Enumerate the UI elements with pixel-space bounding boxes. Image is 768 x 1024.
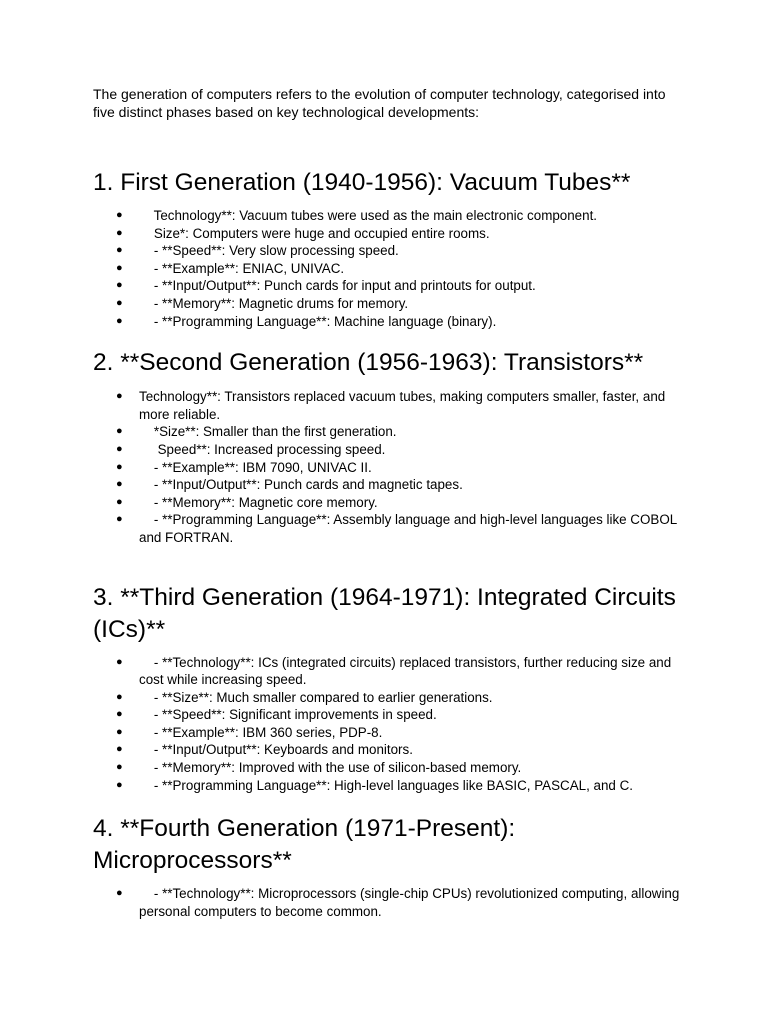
intro-paragraph: The generation of computers refers to the evolution of computer technology, categorised into five distinct phases based on key technological developments:	[93, 86, 666, 120]
bullet-icon: ●	[116, 778, 123, 791]
list-item	[93, 706, 683, 724]
list-item	[93, 885, 683, 920]
bullet-icon: ●	[116, 314, 123, 327]
bullet-icon: ●	[116, 390, 123, 403]
bullet-icon: ●	[116, 442, 123, 455]
list-item-text: - **Input/Output**: Punch cards for input and printouts for output.	[139, 278, 536, 294]
list-item-text: - **Size**: Much smaller compared to earlier generations.	[139, 689, 493, 705]
bullet-icon: ●	[116, 279, 123, 292]
bullet-icon: ●	[116, 425, 123, 438]
list-item	[93, 207, 683, 225]
list-item-text: - **Example**: IBM 7090, UNIVAC II.	[139, 459, 372, 475]
list-item	[93, 313, 683, 331]
bullet-icon: ●	[116, 209, 123, 221]
list-item-text: Technology**: Vacuum tubes were used as the main electronic component.	[139, 208, 598, 223]
section-fourth-generation	[93, 813, 683, 920]
list-item-text: - **Input/Output**: Punch cards and magnetic tapes.	[139, 477, 463, 493]
list-item-text: - **Example**: ENIAC, UNIVAC.	[139, 260, 345, 276]
bullet-icon: ●	[116, 708, 123, 721]
list-item-text: *Size**: Smaller than the first generation.	[139, 424, 397, 440]
list-item-text: - **Technology**: Microprocessors (single-chip CPUs) revolutionized computing, allowing personal computers to become common.	[139, 886, 684, 919]
bullet-icon: ●	[116, 655, 123, 668]
list-item-text: - **Input/Output**: Keyboards and monitors.	[139, 742, 413, 758]
bullet-list	[93, 654, 683, 795]
section-heading: 1. First Generation (1940-1956): Vacuum Tubes**	[93, 169, 631, 196]
list-item	[93, 759, 683, 777]
list-item-text: Speed**: Increased processing speed.	[139, 441, 386, 457]
list-item	[93, 295, 683, 313]
bullet-icon: ●	[116, 495, 123, 508]
bullet-icon: ●	[116, 690, 123, 703]
bullet-icon: ●	[116, 887, 123, 900]
bullet-list	[93, 207, 683, 330]
bullet-list	[93, 388, 683, 546]
list-item-text: - **Programming Language**: Assembly language and high-level languages like COBOL and FORTRAN.	[139, 512, 681, 545]
list-item	[93, 225, 683, 243]
document-page	[93, 86, 683, 920]
list-item	[93, 777, 683, 795]
list-item-text: - **Speed**: Very slow processing speed.	[139, 243, 399, 259]
bullet-icon: ●	[116, 478, 123, 491]
list-item	[93, 654, 683, 689]
section-heading: 4. **Fourth Generation (1971-Present): Microprocessors**	[93, 815, 516, 875]
bullet-icon: ●	[116, 743, 123, 756]
list-item	[93, 494, 683, 512]
list-item-text: - **Memory**: Magnetic drums for memory.	[139, 295, 409, 311]
list-item	[93, 741, 683, 759]
bullet-icon: ●	[116, 261, 123, 274]
list-item-text: - **Speed**: Significant improvements in speed.	[139, 707, 437, 723]
list-item	[93, 277, 683, 295]
section-third-generation	[93, 582, 683, 795]
list-item-text: - **Memory**: Improved with the use of silicon-based memory.	[139, 760, 522, 776]
list-item	[93, 242, 683, 260]
section-heading: 2. **Second Generation (1956-1963): Transistors**	[93, 349, 644, 377]
list-item	[93, 689, 683, 707]
list-item-text: Size*: Computers were huge and occupied entire rooms.	[139, 225, 490, 241]
list-item	[93, 388, 683, 423]
section-second-generation	[93, 347, 683, 546]
bullet-icon: ●	[116, 513, 123, 526]
bullet-icon: ●	[116, 761, 123, 774]
bullet-icon: ●	[116, 226, 123, 239]
list-item	[93, 441, 683, 459]
list-item	[93, 724, 683, 742]
list-item	[93, 423, 683, 441]
list-item-text: - **Technology**: ICs (integrated circuits) replaced transistors, further reducing size and cost while increasing speed.	[139, 654, 675, 688]
list-item	[93, 476, 683, 494]
list-item-text: - **Example**: IBM 360 series, PDP-8.	[139, 724, 383, 740]
list-item-text: Technology**: Transistors replaced vacuum tubes, making computers smaller, faster, and more reliable.	[139, 389, 666, 422]
section-heading: 3. **Third Generation (1964-1971): Integrated Circuits (ICs)**	[93, 583, 676, 643]
list-item-text: - **Programming Language**: High-level languages like BASIC, PASCAL, and C.	[139, 777, 633, 793]
list-item	[93, 459, 683, 477]
list-item	[93, 260, 683, 278]
bullet-icon: ●	[116, 296, 123, 309]
bullet-icon: ●	[116, 460, 123, 473]
bullet-list	[93, 885, 683, 920]
list-item-text: - **Programming Language**: Machine language (binary).	[139, 313, 497, 329]
bullet-icon: ●	[116, 725, 123, 738]
list-item-text: - **Memory**: Magnetic core memory.	[139, 494, 378, 510]
section-first-generation	[93, 167, 683, 330]
bullet-icon: ●	[116, 244, 123, 257]
list-item	[93, 511, 683, 546]
